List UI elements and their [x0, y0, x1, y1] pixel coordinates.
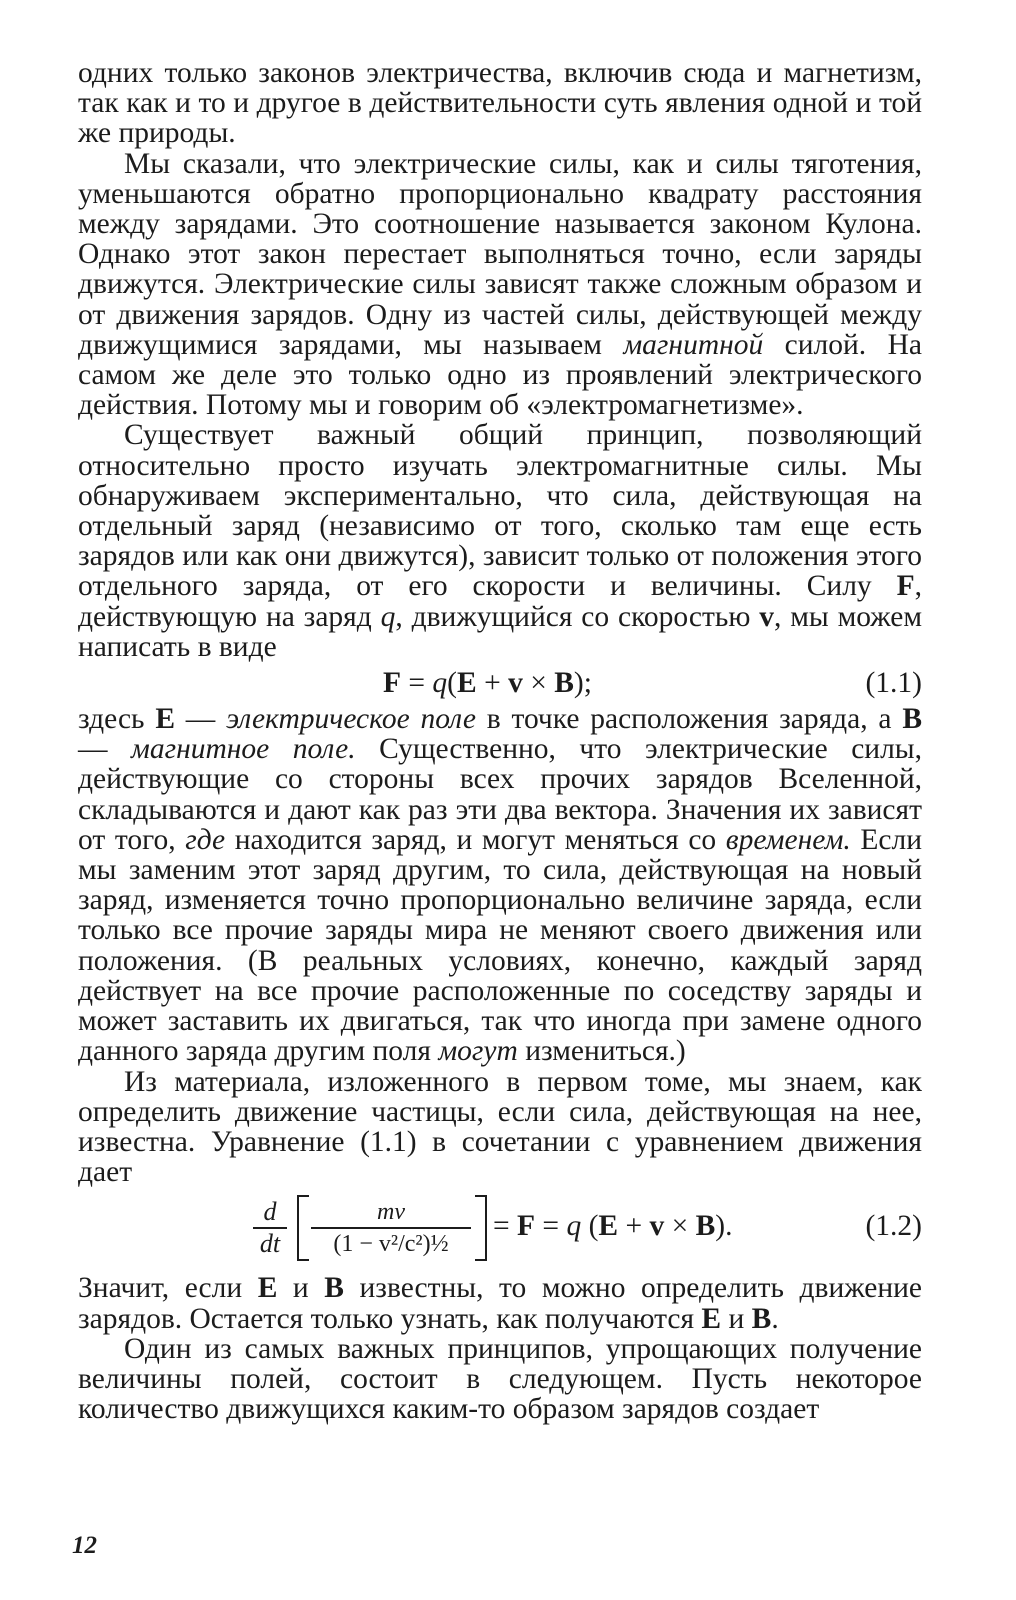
paren: (	[581, 1210, 599, 1243]
text-run: Значит, если	[78, 1272, 258, 1305]
text-run: и	[277, 1272, 325, 1305]
emphasis: магнитное поле.	[131, 733, 356, 766]
text-run: , движущийся со скоростью	[395, 600, 760, 633]
text-run: Существует важный общий принцип, позволяющий относительно просто изучать электромагнитные силы. Мы обнаруживаем экспериментально, что сила, действующая на отдельный заряд (независимо от того, сколько там еще есть зарядов или как они движутся), зависит только от положения этого отдельного заряда, от его скорости и величины. Силу	[78, 419, 922, 603]
text-run: , действующую на заряд	[78, 570, 922, 633]
paren: (	[447, 667, 457, 700]
text-run: Существенно, что электрические силы, действующие со стороны всех прочих зарядов Вселенной, складываются и дают как раз эти два вектора. Значения их зависят от того,	[78, 733, 922, 856]
text-run: и	[721, 1302, 752, 1335]
text-run: здесь	[78, 703, 156, 736]
equation-formula	[383, 668, 592, 698]
vector-symbol: v	[759, 600, 774, 633]
body-text	[78, 58, 922, 1424]
vector-symbol: F	[517, 1210, 536, 1243]
paren: );	[573, 667, 592, 700]
equals-sign: =	[535, 1210, 567, 1243]
paragraph-5: Из материала, изложенного в первом томе, мы знаем, как определить движение частицы, если сила, действующая на нее, известна. Уравнение (1.1) в сочетании с уравнением движения дает	[78, 1065, 922, 1189]
emphasis: могут	[438, 1035, 518, 1068]
vector-symbol: B	[751, 1302, 772, 1335]
right-bracket	[475, 1195, 487, 1261]
denominator: (1 − v²/c²)½	[333, 1231, 449, 1258]
vector-symbol: F	[383, 667, 402, 700]
text-run: силой. На самом же деле это только одно из проявлений электрического действия. Потому мы и говорим об «электромагнетизме».	[78, 328, 922, 422]
variable-symbol: q	[566, 1210, 582, 1243]
equals-sign: =	[401, 667, 433, 700]
emphasis: магнитной	[623, 328, 764, 361]
vector-symbol: v	[508, 667, 523, 700]
emphasis: где	[185, 823, 226, 856]
paragraph-7: Один из самых важных принципов, упрощающих получение величины полей, состоит в следующем. Пусть некоторое количество движущихся каким-то образом зарядов создает	[78, 1332, 922, 1426]
vector-symbol: B	[324, 1272, 344, 1305]
text-run: известны, то можно определить движение зарядов. Остается только узнать, как получаются	[78, 1272, 922, 1335]
vector-symbol: v	[649, 1210, 665, 1243]
dash: —	[78, 733, 132, 766]
text-run: .	[771, 1302, 779, 1335]
equation-number: (1.1)	[865, 667, 922, 700]
vector-symbol: F	[896, 570, 915, 603]
vector-symbol: E	[457, 667, 477, 700]
vector-symbol: B	[902, 703, 923, 736]
variable-symbol: q	[380, 600, 396, 633]
plus-sign: +	[476, 667, 509, 700]
emphasis: временем.	[725, 823, 851, 856]
equation-1-1	[78, 666, 922, 704]
equation-rhs	[493, 1211, 733, 1241]
cross-product-sign: ×	[664, 1210, 696, 1243]
numerator: d	[253, 1197, 287, 1229]
vector-symbol: E	[598, 1210, 619, 1243]
paragraph-3	[78, 420, 922, 662]
paren: ).	[715, 1210, 733, 1243]
text-run: , мы можем написать в виде	[78, 600, 923, 663]
paragraph-2	[78, 149, 922, 421]
relativistic-momentum-fraction	[311, 1197, 471, 1259]
text-run: Мы сказали, что электрические силы, как и силы тяготения, уменьшаются обратно пропорционально квадрату расстояния между зарядами. Это соотношение называется законом Кулона. Однако этот закон перестает выполняться точно, если заряды движутся. Электрические силы зависят также сложным образом и от движения зарядов. Одну из частей силы, действующей между движущимися зарядами, мы называем	[78, 147, 922, 361]
vector-symbol: B	[554, 667, 574, 700]
paragraph-1: одних только законов электричества, включив сюда и магнетизм, так как и то и другое в действительности суть явления одной и той же природы.	[78, 57, 922, 150]
plus-sign: +	[618, 1210, 650, 1243]
text-run: Если мы заменим этот заряд другим, то сила, действующая на новый заряд, изменяется точно пропорционально величине заряда, если только все прочие заряды мира не меняют своего движения или положения. (В реальных условиях, конечно, каждый заряд действует на все прочие расположенные по соседству заряды и может заставить их двигаться, так что иногда при замене одного данного заряда другим поля	[78, 823, 923, 1068]
numerator: mv	[311, 1197, 471, 1229]
vector-symbol: E	[155, 703, 175, 736]
text-run: измениться.)	[517, 1035, 686, 1068]
equals-sign: =	[493, 1210, 518, 1243]
paragraph-4	[78, 704, 922, 1066]
vector-symbol: E	[257, 1272, 278, 1305]
cross-product-sign: ×	[522, 667, 555, 700]
left-bracket	[297, 1195, 309, 1261]
text-run: в точке расположения заряда, а	[475, 703, 903, 736]
derivative-operator	[253, 1197, 287, 1259]
vector-symbol: B	[695, 1210, 716, 1243]
equation-1-2	[78, 1193, 922, 1271]
dash: —	[175, 703, 227, 736]
page-number: 12	[72, 1532, 97, 1559]
variable-symbol: q	[432, 667, 448, 700]
text-run: находится заряд, и могут меняться со	[225, 823, 726, 856]
denominator: dt	[259, 1229, 281, 1259]
emphasis: электрическое поле	[226, 703, 476, 736]
equation-number: (1.2)	[865, 1210, 922, 1243]
vector-symbol: E	[701, 1302, 722, 1335]
paragraph-6	[78, 1273, 922, 1333]
